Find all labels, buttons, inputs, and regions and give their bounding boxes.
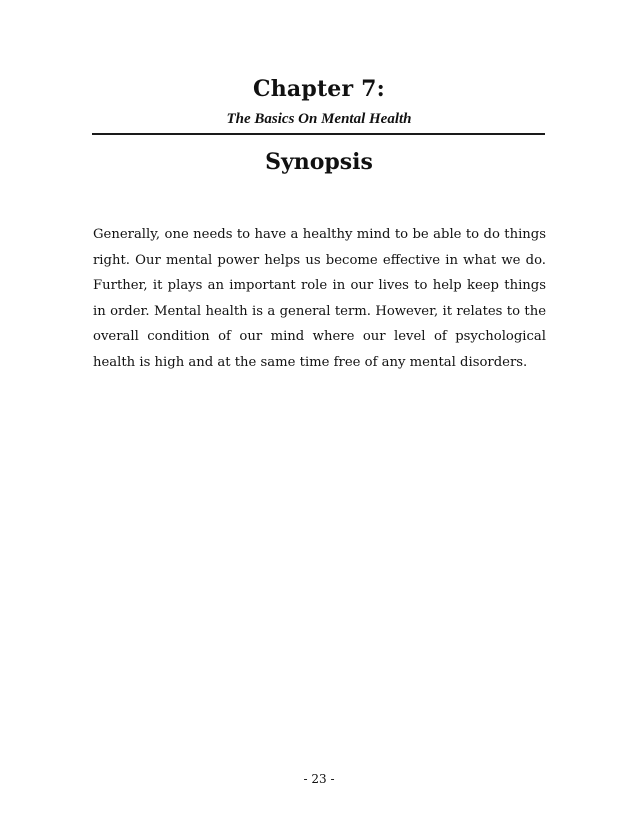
chapter-subtitle: The Basics On Mental Health — [226, 111, 412, 127]
section-heading: Synopsis — [265, 149, 373, 175]
page-number: - 23 - — [303, 772, 335, 786]
title-divider — [92, 133, 545, 135]
chapter-title: Chapter 7: — [253, 76, 385, 102]
body-paragraph: Generally, one needs to have a healthy mind to be able to do things right. Our mental power helps us become effective in what we do. Further, it plays an important role in our lives to help keep things in order. Mental health is a general term. However, it relates to the overall condition of our mind where our level of psychological health is high and at the same time free of any mental disorders. — [93, 227, 546, 370]
